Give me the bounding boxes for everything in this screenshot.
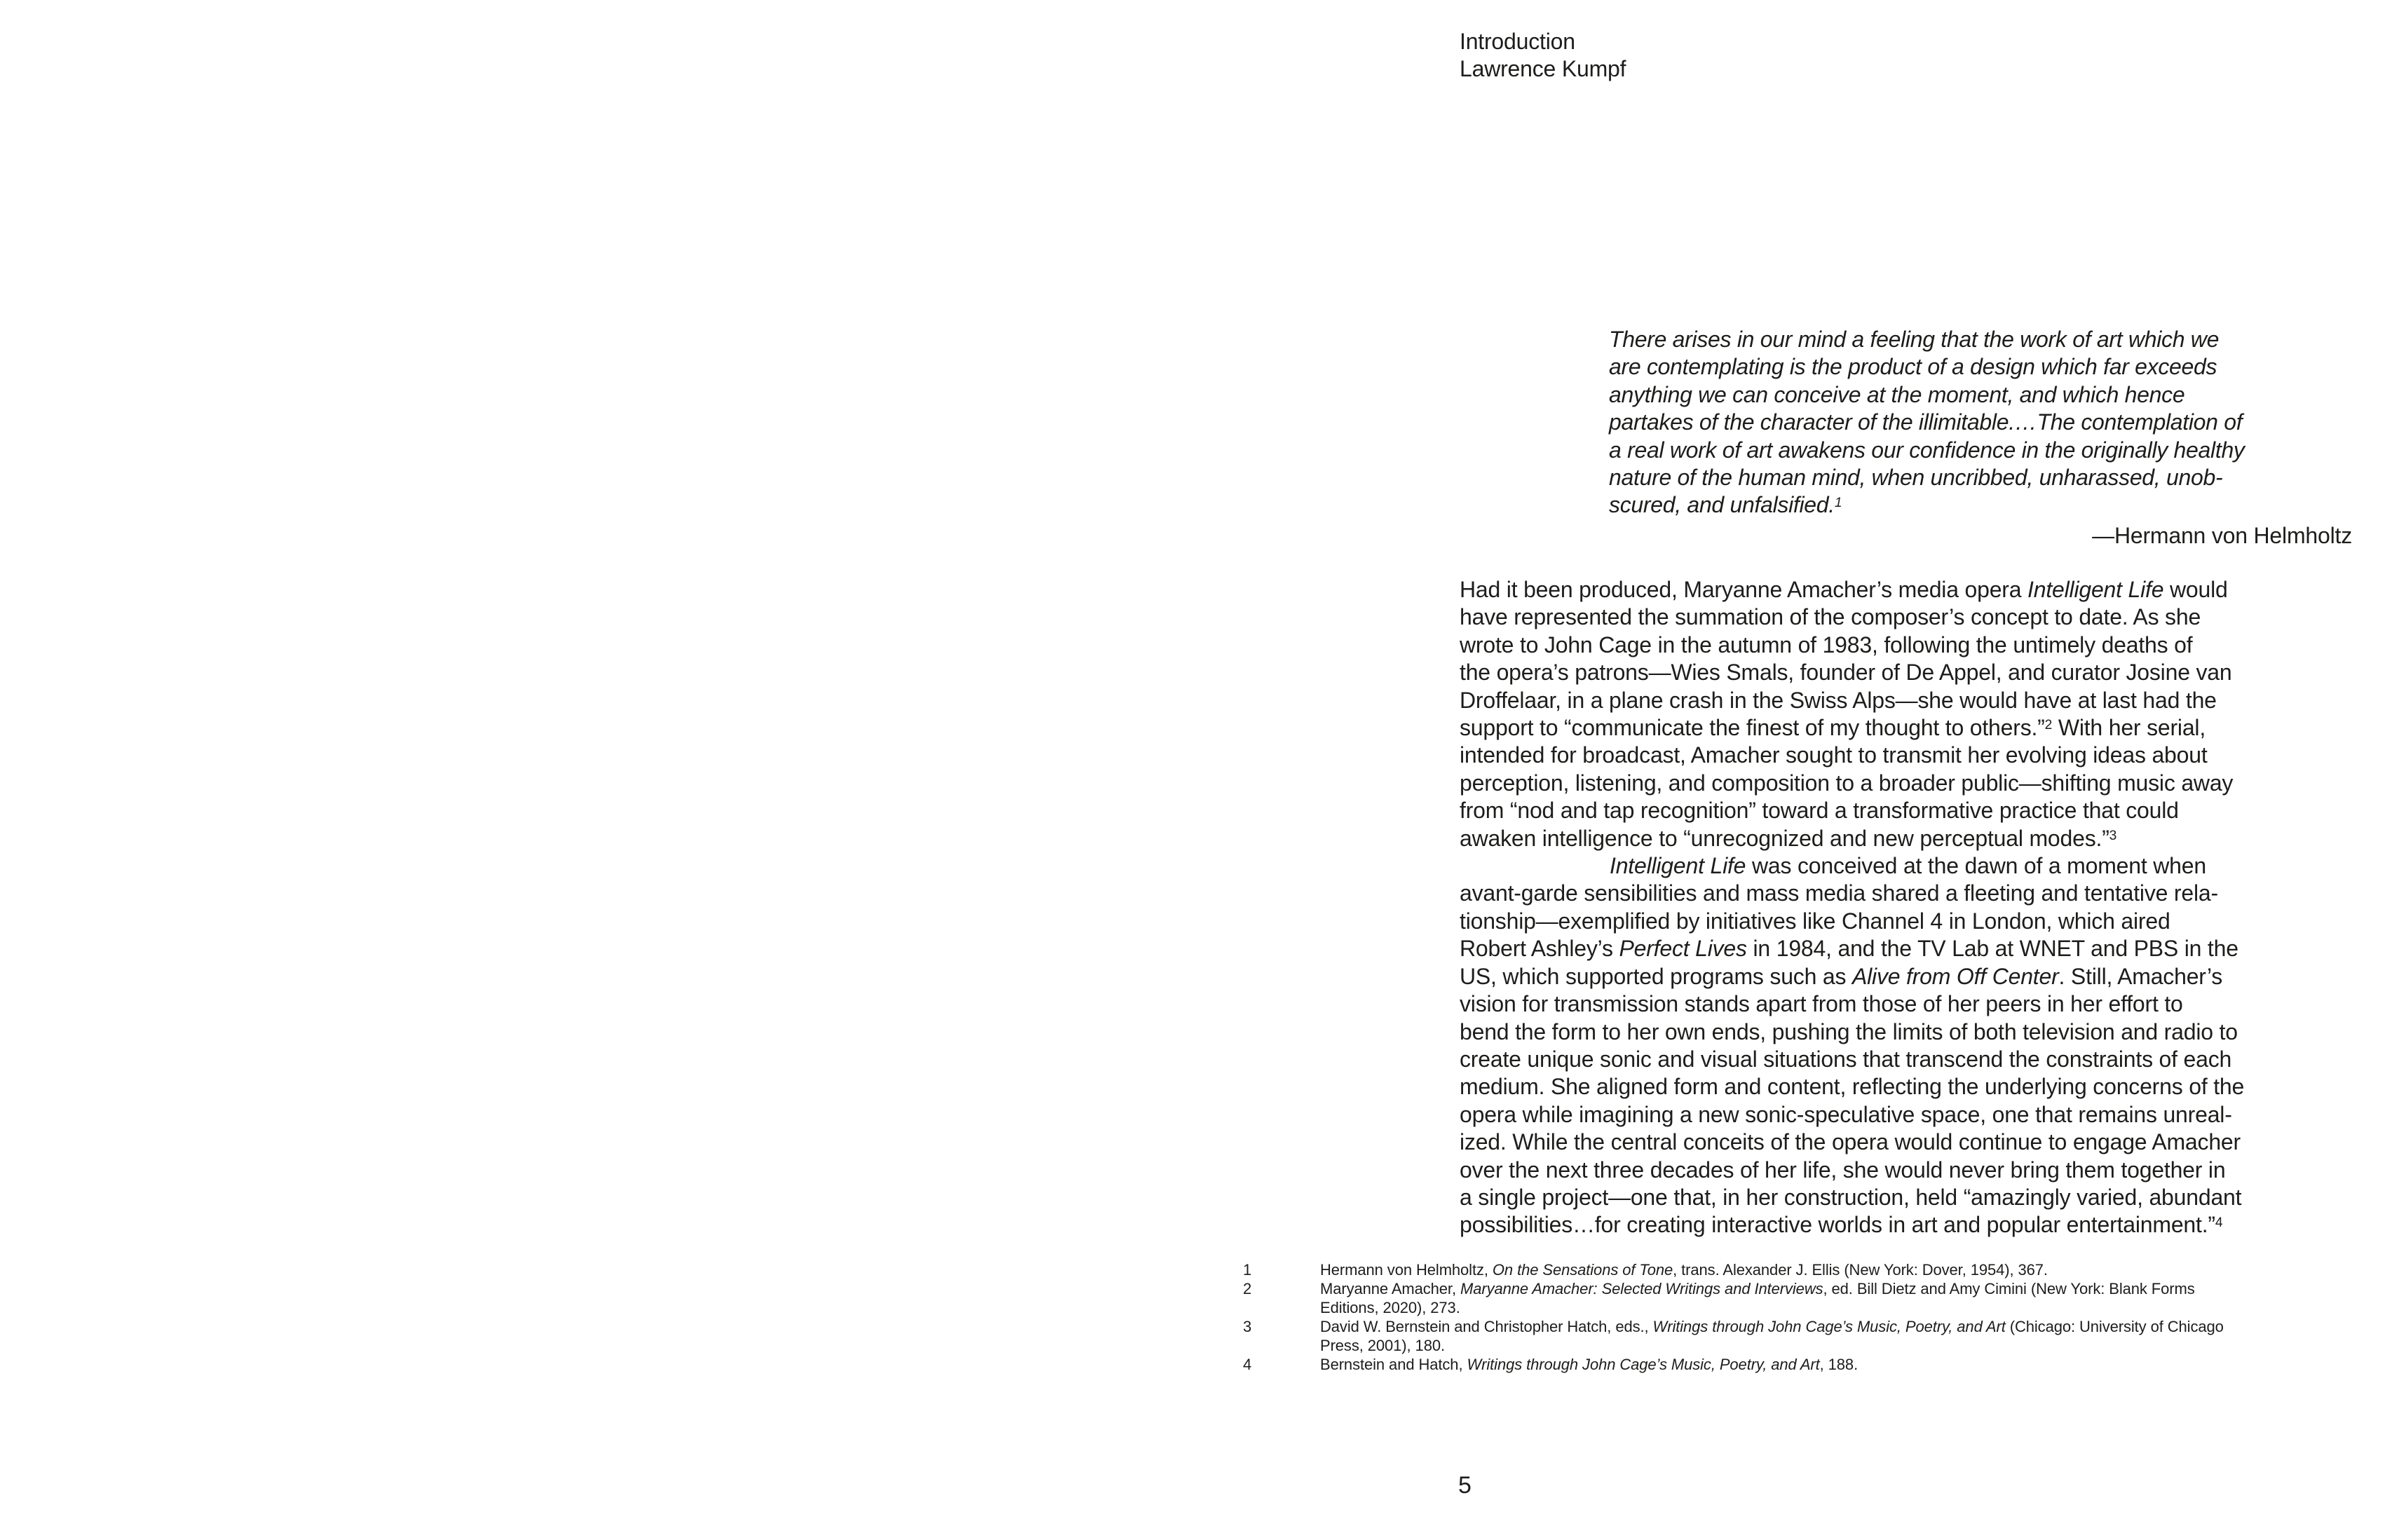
text-line: have represented the summation of the composer’s concept to date. As she xyxy=(1460,604,2201,630)
page-title: Introduction xyxy=(1460,29,1575,54)
text-line: a real work of art awakens our confidence in the originally healthy xyxy=(1609,437,2245,463)
text-line: perception, listening, and composition to a broader public—shifting music away xyxy=(1460,770,2234,796)
italic-text: On the Sensations of Tone xyxy=(1492,1261,1673,1279)
text-line: medium. She aligned form and content, reflecting the underlying concerns of the xyxy=(1460,1074,2245,1100)
text-line: Robert Ashley’s Perfect Lives in 1984, and the TV Lab at WNET and PBS in the xyxy=(1460,936,2238,962)
footnote xyxy=(1243,1317,2224,1355)
text-line: Editions, 2020), 273. xyxy=(1320,1299,1460,1316)
footnote xyxy=(1243,1355,2224,1374)
italic-text: Alive from Off Center xyxy=(1851,963,2059,989)
footnote-number: 1 xyxy=(1243,1261,1252,1279)
text-line: Maryanne Amacher, Maryanne Amacher: Selected Writings and Interviews, ed. Bill Dietz and Amy Cimini (New York: Blank Forms xyxy=(1320,1280,2195,1297)
epigraph-attribution: —Hermann von Helmholtz xyxy=(2092,523,2352,548)
text-line: the opera’s patrons—Wies Smals, founder of De Appel, and curator Josine van xyxy=(1460,660,2232,686)
text-line: Intelligent Life was conceived at the dawn of a moment when xyxy=(1610,853,2206,879)
italic-text: Writings through John Cage’s Music, Poetry, and Art xyxy=(1467,1356,1820,1373)
text-line: Bernstein and Hatch, Writings through John Cage’s Music, Poetry, and Art, 188. xyxy=(1320,1356,1859,1373)
text-line: tionship—exemplified by initiatives like Channel 4 in London, which aired xyxy=(1460,908,2170,934)
page-header xyxy=(1460,28,1626,83)
footnote-reference: 3 xyxy=(2109,829,2117,844)
footnote xyxy=(1243,1279,2224,1317)
footnote-text xyxy=(1320,1355,1858,1374)
footnote-text xyxy=(1320,1279,2195,1317)
text-line: Hermann von Helmholtz, On the Sensations of Tone, trans. Alexander J. Ellis (New York: Dover, 1954), 367. xyxy=(1320,1261,2048,1279)
text-line: vision for transmission stands apart from those of her peers in her effort to xyxy=(1460,991,2183,1017)
italic-text: Intelligent Life xyxy=(1610,853,1746,879)
footnote-text xyxy=(1320,1260,2048,1279)
text-line: Droffelaar, in a plane crash in the Swiss Alps—she would have at last had the xyxy=(1460,687,2217,713)
footnote-reference: 1 xyxy=(1834,495,1842,510)
footnote-reference: 2 xyxy=(2044,718,2053,733)
epigraph-quote xyxy=(1609,326,2245,519)
footnote-number: 4 xyxy=(1243,1356,1252,1373)
text-line: ized. While the central conceits of the opera would continue to engage Amacher xyxy=(1460,1129,2241,1155)
italic-text: Writings through John Cage’s Music, Poetry, and Art xyxy=(1652,1318,2006,1335)
footnotes-section xyxy=(1243,1260,2224,1374)
page-number: 5 xyxy=(1458,1472,1472,1499)
body-text xyxy=(1460,576,2244,1239)
footnote-number: 3 xyxy=(1243,1318,1252,1335)
text-line: scured, and unfalsified.$^1$ xyxy=(1609,492,1842,518)
text-line: David W. Bernstein and Christopher Hatch, eds., Writings through John Cage’s Music, Poetry, and Art (Chicago: University of Chicago xyxy=(1320,1318,2224,1335)
footnote-number: 2 xyxy=(1243,1280,1252,1297)
text-line: nature of the human mind, when uncribbed, unharassed, unob- xyxy=(1609,465,2223,491)
text-line: Press, 2001), 180. xyxy=(1320,1337,1445,1354)
text-line: a single project—one that, in her construction, held “amazingly varied, abundant xyxy=(1460,1184,2242,1210)
text-line: intended for broadcast, Amacher sought to transmit her evolving ideas about xyxy=(1460,742,2208,768)
text-line: anything we can conceive at the moment, and which hence xyxy=(1609,381,2185,407)
text-line: are contemplating is the product of a design which far exceeds xyxy=(1609,354,2217,380)
text-line: There arises in our mind a feeling that the work of art which we xyxy=(1609,327,2220,352)
italic-text: Perfect Lives xyxy=(1619,936,1747,962)
text-line: wrote to John Cage in the autumn of 1983, following the untimely deaths of xyxy=(1460,632,2193,657)
text-line: support to “communicate the finest of my thought to others.”$^2$ With her serial, xyxy=(1460,715,2206,741)
text-line: avant-garde sensibilities and mass media shared a fleeting and tentative rela- xyxy=(1460,880,2218,906)
footnote-reference: 4 xyxy=(2215,1215,2223,1230)
footnote xyxy=(1243,1260,2224,1279)
text-line: create unique sonic and visual situations that transcend the constraints of each xyxy=(1460,1046,2232,1072)
text-line: from “nod and tap recognition” toward a transformative practice that could xyxy=(1460,798,2179,824)
text-line: US, which supported programs such as Alive from Off Center. Still, Amacher’s xyxy=(1460,963,2223,989)
text-line: awaken intelligence to “unrecognized and new perceptual modes.”$^3$ xyxy=(1460,825,2117,851)
text-line: bend the form to her own ends, pushing the limits of both television and radio to xyxy=(1460,1018,2238,1044)
footnote-text xyxy=(1320,1317,2224,1355)
text-line: Had it been produced, Maryanne Amacher’s media opera Intelligent Life would xyxy=(1460,577,2228,602)
italic-text: Intelligent Life xyxy=(2027,577,2164,602)
page-author: Lawrence Kumpf xyxy=(1460,56,1626,82)
text-line: partakes of the character of the illimitable.…The contemplation of xyxy=(1609,409,2243,435)
text-line: over the next three decades of her life, she would never bring them together in xyxy=(1460,1157,2226,1183)
text-line: possibilities…for creating interactive worlds in art and popular entertainment.”$^4$ xyxy=(1460,1212,2223,1238)
italic-text: Maryanne Amacher: Selected Writings and Interviews xyxy=(1460,1280,1823,1297)
text-line: opera while imagining a new sonic-speculative space, one that remains unreal- xyxy=(1460,1101,2232,1127)
